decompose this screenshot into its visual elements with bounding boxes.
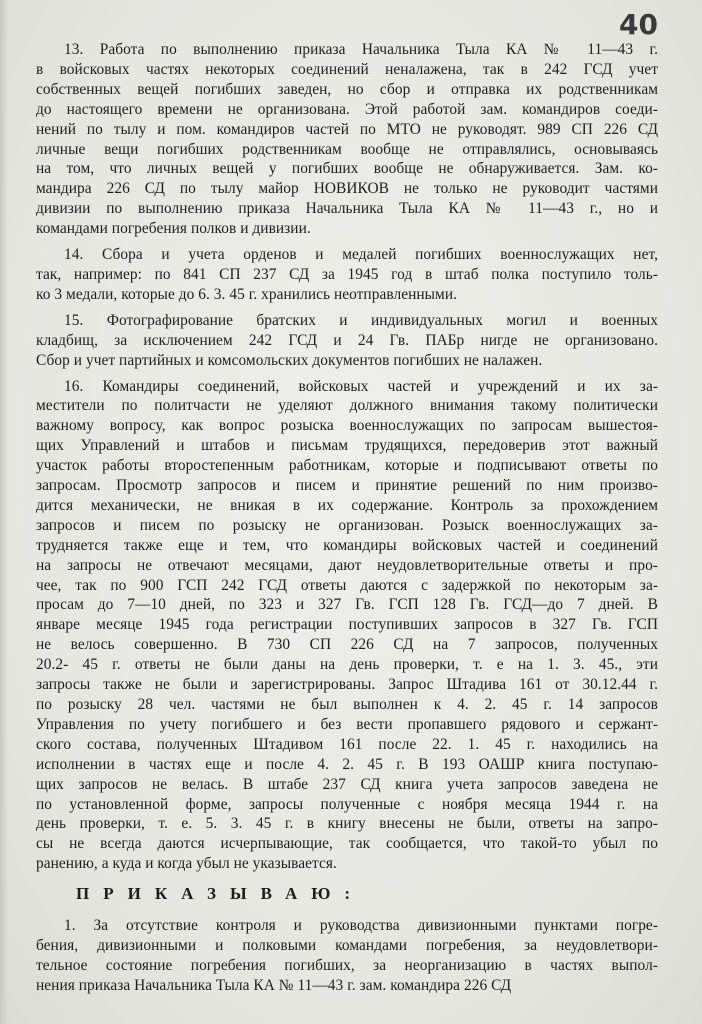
order-items [36, 916, 658, 996]
text-line: по розыску 28 чел. частями не был выполнен к 4. 2. 45 г. 14 запросов [36, 696, 658, 713]
text-line: командами погребения полков и дивизии. [36, 220, 311, 238]
report-body [36, 40, 658, 874]
paragraph-14 [36, 245, 658, 305]
text-line: запросы также не были и зарегистрированы. Запрос Штадива 161 от 30.12.44 г. [36, 676, 658, 694]
text-line: 16. Командиры соединений, войсковых частей и учреждений и их за- [64, 377, 658, 395]
text-line: день проверки, т. е. 5. 3. 45 г. в книгу внесены не были, ответы на запро- [36, 815, 658, 833]
order-heading: ПРИКАЗЫВАЮ: [76, 884, 365, 904]
text-line: на запросы не отвечают месяцами, дают неудовлетворительные ответы и про- [36, 556, 658, 574]
text-line: 14. Сбора и учета орденов и медалей погибших военнослужащих нет, [64, 246, 658, 264]
text-line: запросам. Просмотр запросов и писем и принятие решений по ним произво- [36, 477, 658, 495]
text-line: нений по тылу и пом. командиров частей по МТО не руководят. 989 СП 226 СД [36, 120, 658, 138]
text-line: не велось совершенно. В 730 СП 226 СД на 7 запросов, полученных [36, 636, 658, 654]
text-line: кладбищ, за исключением 242 ГСД и 24 Гв. ПАБр нигде не организовано. [36, 331, 658, 349]
text-line: трудняется также еще и тем, что командиры войсковых частей и соединений [36, 536, 658, 554]
paragraph-15 [36, 311, 658, 371]
text-line: дивизии по выполнению приказа Начальника Тыла КА № 11—43 г., но и [36, 200, 658, 218]
text-line: бения, дивизионными и полковыми командами погребения, за неудовлетвори- [36, 937, 658, 955]
text-line: нения приказа Начальника Тыла КА № 11—43 г. зам. командира 226 СД [36, 976, 512, 994]
text-line: январе месяце 1945 года регистрации поступивших запросов в 327 Гв. ГСП [36, 616, 658, 634]
paragraph-13 [36, 40, 658, 239]
text-line: просам до 7—10 дней, по 323 и 327 Гв. ГСП 128 Гв. ГСД—до 7 дней. В [36, 596, 658, 614]
paragraph-16 [36, 377, 658, 875]
text-line: 15. Фотографирование братских и индивидуальных могил и военных [64, 311, 658, 329]
page-edge-shadow [0, 0, 8, 1024]
text-line: 1. За отсутствие контроля и руководства дивизионными пунктами погре- [64, 917, 658, 935]
text-line: Сбор и учет партийных и комсомольских документов погибших не налажен. [36, 351, 543, 369]
text-line: до настоящего времени не организована. Этой работой зам. командиров соеди- [36, 100, 658, 118]
order-item-1 [36, 916, 658, 996]
text-line: чее, так по 900 ГСП 242 ГСД ответы даются с задержкой по некоторым за- [36, 576, 658, 594]
text-line: 20.2- 45 г. ответы не были даны на день проверки, т. е на 1. 3. 45., эти [36, 656, 658, 674]
page-number: 40 [619, 8, 658, 41]
text-line: важному вопросу, как вопрос розыска военнослужащих по запросам вышестоя- [36, 417, 658, 435]
text-line: участок работы второстепенным работникам, которые и подписывают ответы по [36, 457, 658, 475]
text-line: по установленной форме, запросы полученные с ноября месяца 1944 г. на [36, 795, 658, 813]
text-line: щих запросов не велась. В штабе 237 СД книга учета запросов заведена не [36, 775, 658, 793]
text-line: 13. Работа по выполнению приказа Начальника Тыла КА № 11—43 г. [64, 41, 658, 58]
text-line: запросов и писем по розыску не организован. Розыск военнослужащих за- [36, 516, 658, 534]
text-line: на том, что личных вещей у погибших вообще не обнаруживается. Зам. ко- [36, 160, 658, 178]
text-line: дится механически, не вникая в их содержание. Контроль за прохождением [36, 496, 658, 514]
text-line: мандира 226 СД по тылу майор НОВИКОВ не только не руководит частями [36, 180, 658, 198]
text-line: ко 3 медали, которые до 6. 3. 45 г. хранились неотправленными. [36, 285, 458, 303]
text-line: ского состава, полученных Штадивом 161 после 22. 1. 45 г. находились на [36, 735, 658, 753]
text-line: исполнении в частях еще и после 4. 2. 45 г. В 193 ОАШР книга поступаю- [36, 755, 658, 773]
text-line: местители по политчасти не уделяют должного внимания такому политически [36, 397, 658, 415]
text-line: в войсковых частях некоторых соединений неналажена, так в 242 ГСД учет [36, 60, 658, 78]
text-line: так, например: по 841 СП 237 СД за 1945 год в штаб полка поступило толь- [36, 265, 658, 283]
text-line: собственных вещей погибших заведен, но сбор и отправка их родственникам [36, 80, 658, 98]
text-line: личные вещи погибших родственникам вообще не отправлялись, основываясь [36, 140, 658, 158]
text-line: тельное состояние погребения погибших, за неорганизацию в частях выпол- [36, 956, 658, 974]
text-line: щих Управлений и штабов и письмам трудящихся, передоверив этот важный [36, 437, 658, 455]
text-line: Управления по учету погибшего и без вести пропавшего рядового и сержант- [36, 715, 658, 733]
text-line: сы не всегда даются исчерпывающие, так сообщается, что такой-то убыл по [36, 835, 658, 853]
text-line: ранению, а куда и когда убыл не указывается. [36, 855, 337, 873]
